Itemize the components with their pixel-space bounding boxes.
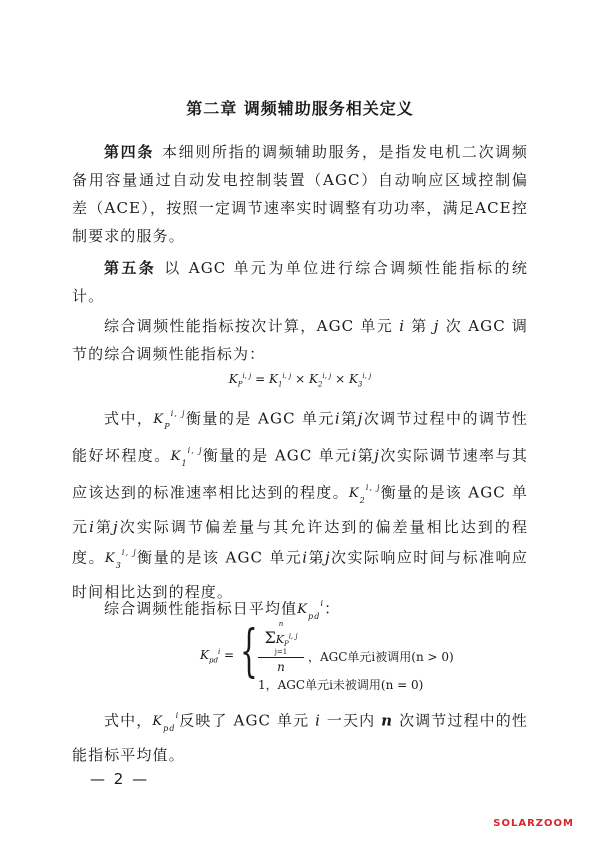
- conclusion-text-b: 反映了 AGC 单元: [179, 711, 310, 730]
- indicator-text-a: 综合调频性能指标按次计算，AGC 单元: [104, 317, 394, 335]
- article-4-text: 本细则所指的调频辅助服务，是指发电机二次调频备用容量通过自动发电控制装置（AGC）自动响应区域控制偏差（ACE），按照一定调节速率实时调整有功功率，满足ACE控制要求的服务。: [72, 143, 529, 245]
- formula1-k2-sup: i, j: [322, 372, 332, 380]
- indicator-paragraph: [72, 312, 528, 368]
- explain-var-i-2: i: [351, 446, 358, 465]
- page-number: — 2 —: [90, 770, 150, 788]
- explain-var-i-1: i: [334, 409, 341, 428]
- indicator-text-b: 第: [411, 317, 428, 335]
- explain-di-2: 第: [357, 446, 375, 465]
- formula1-times-1: ×: [291, 372, 309, 386]
- formula2-case-called: ，AGC单元i被调用(n > 0): [308, 650, 454, 664]
- formula1-k3-sub: 3: [357, 380, 363, 389]
- explain-var-i-4: i: [302, 548, 309, 567]
- explain-var-j-4: j: [324, 548, 331, 567]
- formula2-numerator: n $\Sigma K_P^{i, j}$ j=1: [258, 620, 304, 658]
- article-4: [72, 138, 528, 250]
- conclusion-text-a: 式中，: [104, 711, 153, 730]
- daily-average-colon: ：: [324, 599, 341, 618]
- explain-text-2: 次调节过程中的调节性能好坏程度。: [72, 409, 528, 465]
- explain-di-1: 第: [340, 409, 358, 428]
- formula-kp: [0, 372, 600, 388]
- article-5-text: 以 AGC 单元为单位进行综合调频性能指标的统计。: [72, 259, 528, 305]
- formula1-lhs: K: [228, 372, 238, 386]
- formula1-k3-sup: i, j: [362, 372, 372, 380]
- formula1-k1-sub: 1: [277, 380, 283, 389]
- explain-di-4: 第: [308, 548, 325, 567]
- article-4-label: 第四条: [104, 143, 154, 161]
- chapter-title: 第二章 调频辅助服务相关定义: [186, 99, 414, 118]
- kpd-symbol-2: $K_{pd}^i$: [152, 711, 180, 733]
- explanation-paragraph: [72, 402, 528, 606]
- explain-text-4: 次实际调节速率与其应该达到的标准速率相比达到的程度。: [72, 446, 529, 502]
- conclusion-text-d: 次调节过程中的性能指标平均值。: [72, 711, 528, 764]
- explain-text-5: 衡量的是该 AGC 单元: [72, 483, 529, 536]
- indicator-var-j: j: [433, 317, 440, 335]
- k1-symbol: $K_1^{i, j}$: [170, 445, 203, 468]
- explain-di-3: 第: [94, 517, 113, 536]
- explain-var-j-3: j: [112, 517, 119, 536]
- kp-symbol: $K_P^{i, j}$: [153, 409, 186, 431]
- explain-text-1: 衡量的是 AGC 单元: [185, 409, 335, 428]
- formula2-lhs: $K_{pd}^i$ =: [200, 648, 235, 665]
- formula1-k3: K: [348, 372, 358, 386]
- conclusion-var-n: n: [381, 711, 394, 730]
- formula2-brace: {: [240, 619, 258, 684]
- explain-var-i-3: i: [89, 517, 95, 536]
- explain-text-8: 次实际响应时间与标准响应时间相比达到的程度。: [72, 548, 529, 601]
- formula1-k2: K: [308, 372, 318, 386]
- conclusion-paragraph: [72, 704, 528, 769]
- formula1-times-2: ×: [331, 372, 349, 386]
- explain-text-intro: 式中，: [104, 409, 154, 428]
- formula1-k1-sup: i, j: [282, 372, 292, 380]
- formula1-eq: =: [251, 372, 269, 386]
- formula2-fraction: [258, 620, 304, 674]
- conclusion-text-c: 一天内: [326, 711, 376, 730]
- daily-average-text: 综合调频性能指标日平均值: [104, 599, 298, 618]
- formula1-lhs-sub: P: [237, 380, 243, 389]
- indicator-var-i: i: [399, 317, 406, 335]
- formula2-case-not-called: 1，AGC单元i未被调用(n = 0): [258, 678, 424, 692]
- article-5-label: 第五条: [104, 259, 157, 277]
- explain-text-3: 衡量的是 AGC 单元: [202, 446, 352, 465]
- explain-var-j-1: j: [357, 409, 364, 428]
- article-5: [72, 254, 528, 310]
- k2-symbol: $K_2^{i, j}$: [348, 482, 381, 505]
- explain-var-j-2: j: [374, 446, 381, 465]
- indicator-text-c: 次 AGC 调节的综合调频性能指标为：: [72, 317, 529, 363]
- kpd-symbol: $K_{pd}^i$: [297, 599, 325, 621]
- formula-kpd: [200, 620, 460, 690]
- watermark-logo: SOLARZOOM: [493, 818, 574, 829]
- formula2-denominator: n: [277, 660, 285, 675]
- conclusion-var-i: i: [315, 711, 322, 730]
- k3-symbol: $K_3^{i, j}$: [104, 547, 137, 570]
- explain-text-7: 衡量的是该 AGC 单元: [136, 548, 303, 567]
- formula1-k1: K: [268, 372, 278, 386]
- formula1-k2-sub: 2: [317, 380, 323, 389]
- formula1-lhs-sup: i, j: [242, 372, 252, 380]
- explain-text-6: 次实际调节偏差量与其允许达到的偏差量相比达到的程度。: [72, 517, 528, 567]
